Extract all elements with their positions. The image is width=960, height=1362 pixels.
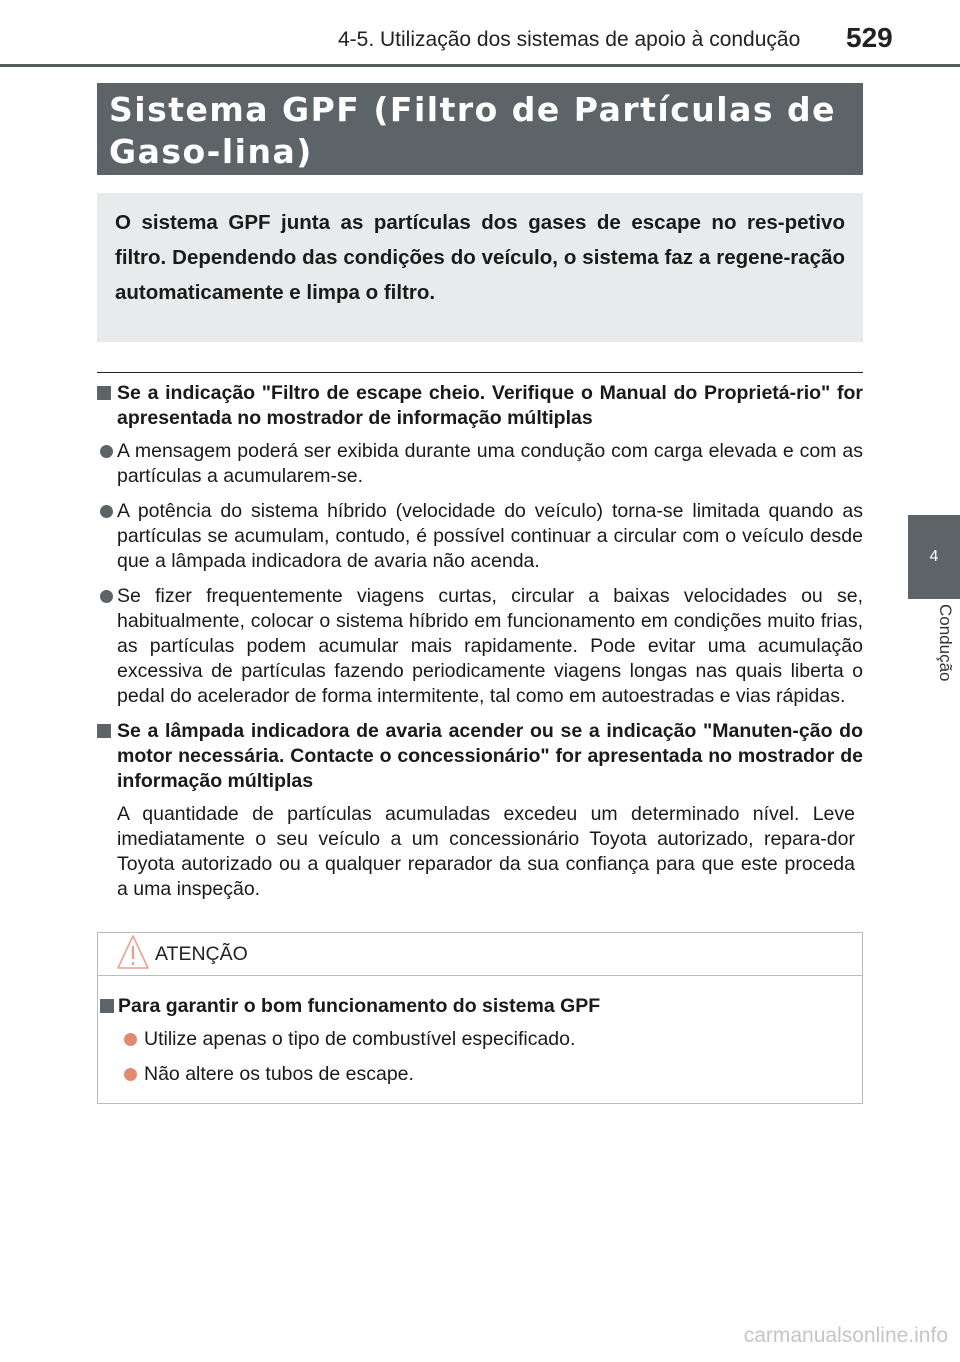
circle-bullet-icon [100,445,113,458]
circle-bullet-icon [100,590,113,603]
warning-heading [98,994,862,1019]
intro-text: O sistema GPF junta as partículas dos gases de escape no res-petivo filtro. Dependendo das condições do veículo, o sistema faz a regene-ração automaticamente e limpa o filtro. [115,211,845,304]
warning-list-item-text: Utilize apenas o tipo de combustível especificado. [144,1028,576,1050]
title-banner [97,83,863,175]
page-title: Sistema GPF (Filtro de Partículas de Gaso-lina) [109,90,836,171]
warning-triangle-icon [116,933,150,971]
square-bullet-icon [97,724,111,738]
list-item-text: A mensagem poderá ser exibida durante uma condução com carga elevada e com as partículas a acumularem-se. [117,440,863,487]
section-paragraph: A quantidade de partículas acumuladas excedeu um determinado nível. Leve imediatamente o seu veículo a um concessionário Toyota autorizado, repara-dor Toyota autorizado ou a qualquer reparador da sua confiança para que este proceda a uma inspeção. [117,803,855,900]
warning-list-item [98,1062,862,1087]
warning-heading-text: Para garantir o bom funcionamento do sistema GPF [118,995,601,1017]
watermark: carmanualsonline.info [743,1324,948,1347]
list-item [97,499,863,574]
page-number: 529 [846,22,893,53]
main-content [97,381,863,902]
list-item [97,584,863,709]
list-item-text: A potência do sistema híbrido (velocidade do veículo) torna-se limitada quando as partículas se acumulam, contudo, é possível continuar a circular com o veículo desde que a lâmpada indicadora de avaria não acenda. [117,500,863,572]
circle-bullet-icon [124,1068,137,1081]
list-item-text: Se fizer frequentemente viagens curtas, circular a baixas velocidades ou se, habitualmente, colocar o sistema híbrido em funcionamento em condições muito frias, as partículas podem acumular mais rapidamente. Pode evitar uma acumulação excessiva de partículas fazendo periodicamente viagens longas nas quais liberta o pedal do acelerador de forma intermitente, tal como em autoestradas e vias rápidas. [117,585,863,707]
section-heading [97,719,863,794]
square-bullet-icon [97,386,111,400]
warning-list-item [98,1027,862,1052]
header-rule [0,64,960,67]
circle-bullet-icon [124,1033,137,1046]
section-heading [97,381,863,431]
intro-box [97,193,863,342]
warning-header [98,933,862,976]
warning-body [98,976,862,1087]
circle-bullet-icon [100,505,113,518]
chapter-tab: 4 [908,515,960,599]
section-heading-text: Se a lâmpada indicadora de avaria acender ou se a indicação "Manuten-ção do motor necessária. Contacte o concessionário" for apresentada no mostrador de informação múltiplas [117,720,863,792]
section-heading-text: Se a indicação "Filtro de escape cheio. Verifique o Manual do Proprietá-rio" for apresentada no mostrador de informação múltiplas [117,382,863,429]
list-item [97,439,863,489]
section-title: 4-5. Utilização dos sistemas de apoio à condução [338,28,801,51]
chapter-label: Condução [936,604,955,682]
warning-box [97,932,863,1104]
warning-label: ATENÇÃO [155,943,248,965]
square-bullet-icon [100,999,114,1013]
section-divider [97,372,863,373]
warning-list-item-text: Não altere os tubos de escape. [144,1063,414,1085]
